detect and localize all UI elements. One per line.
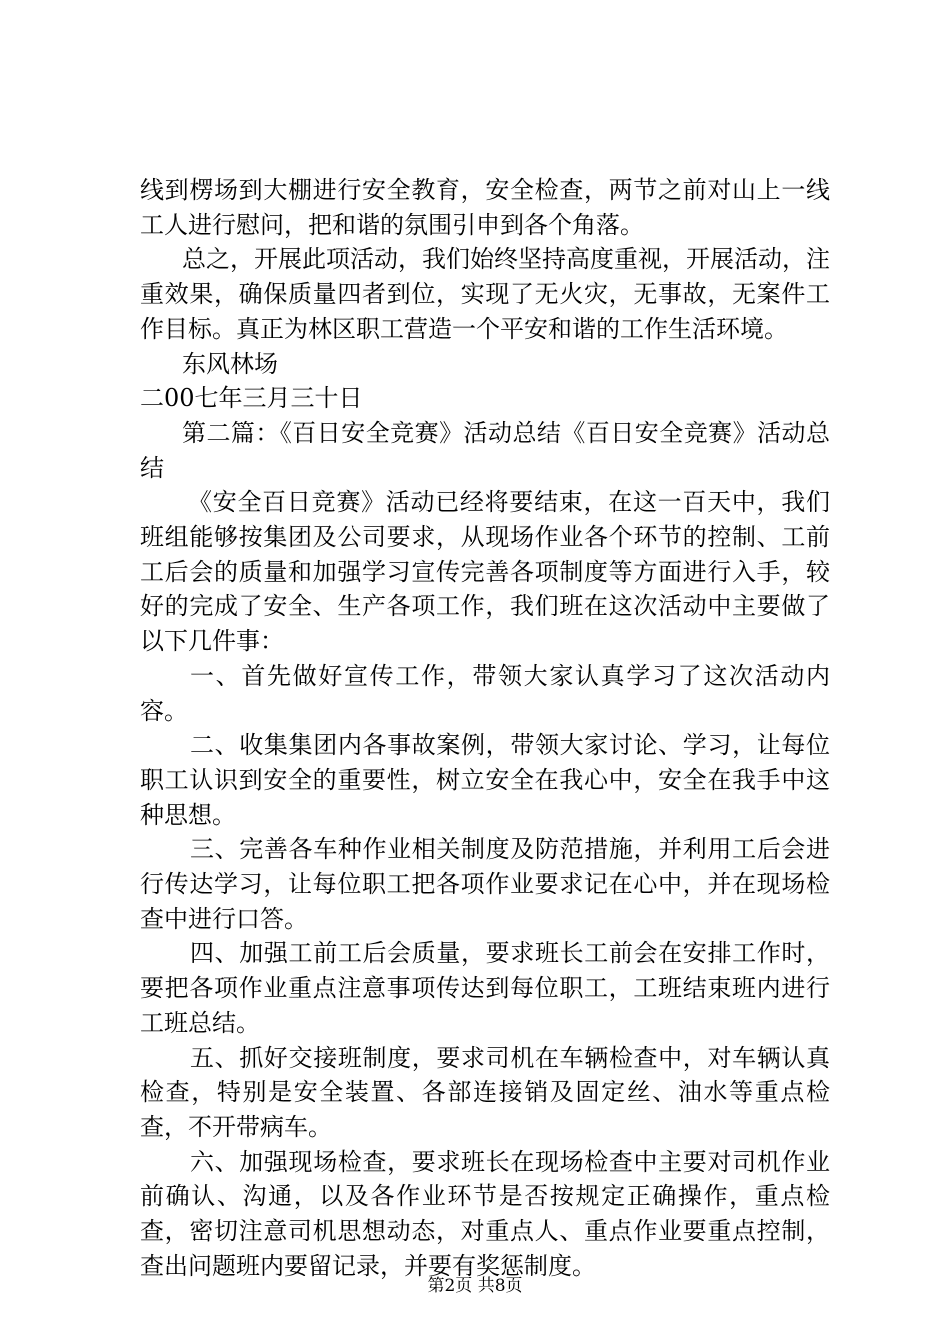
paragraph-continuation: 线到楞场到大棚进行安全教育，安全检查，两节之前对山上一线工人进行慰问，把和谐的氛围引申到各个角落。	[140, 176, 830, 239]
paragraph-intro: 《安全百日竞赛》活动已经将要结束，在这一百天中，我们班组能够按集团及公司要求，从现场作业各个环节的控制、工前工后会的质量和加强学习宣传完善各项制度等方面进行入手，较好的完成了安全、生产各项工作，我们班在这次活动中主要做了以下几件事：	[140, 488, 830, 656]
list-item-4: 四、加强工前工后会质量，要求班长工前会在安排工作时，要把各项作业重点注意事项传达到每位职工，工班结束班内进行工班总结。	[140, 939, 830, 1037]
list-item-5: 五、抓好交接班制度，要求司机在车辆检查中，对车辆认真检查，特别是安全装置、各部连接销及固定丝、油水等重点检查，不开带病车。	[140, 1043, 830, 1141]
list-item-2: 二、收集集团内各事故案例，带领大家讨论、学习，让每位职工认识到安全的重要性，树立安全在我心中，安全在我手中这种思想。	[140, 731, 830, 829]
list-item-3: 三、完善各车种作业相关制度及防范措施，并利用工后会进行传达学习，让每位职工把各项作业要求记在心中，并在现场检查中进行口答。	[140, 835, 830, 933]
list-item-1: 一、首先做好宣传工作，带领大家认真学习了这次活动内容。	[140, 661, 830, 725]
signature-organization: 东风林场	[182, 349, 278, 378]
paragraph-summary: 总之，开展此项活动，我们始终坚持高度重视，开展活动，注重效果，确保质量四者到位，实现了无火灾，无事故，无案件工作目标。真正为林区职工营造一个平安和谐的工作生活环境。	[140, 245, 830, 343]
document-body	[140, 173, 830, 1284]
list-item-6: 六、加强现场检查，要求班长在现场检查中主要对司机作业前确认、沟通，以及各作业环节是否按规定正确操作，重点检查，密切注意司机思想动态，对重点人、重点作业要重点控制，查出问题班内要留记录，并要有奖惩制度。	[140, 1147, 830, 1280]
page-number-footer: 第2页 共8页	[427, 1276, 523, 1296]
signature-date: 二00七年三月三十日	[140, 384, 363, 413]
section-heading: 第二篇：《百日安全竞赛》活动总结《百日安全竞赛》活动总结	[140, 418, 830, 482]
